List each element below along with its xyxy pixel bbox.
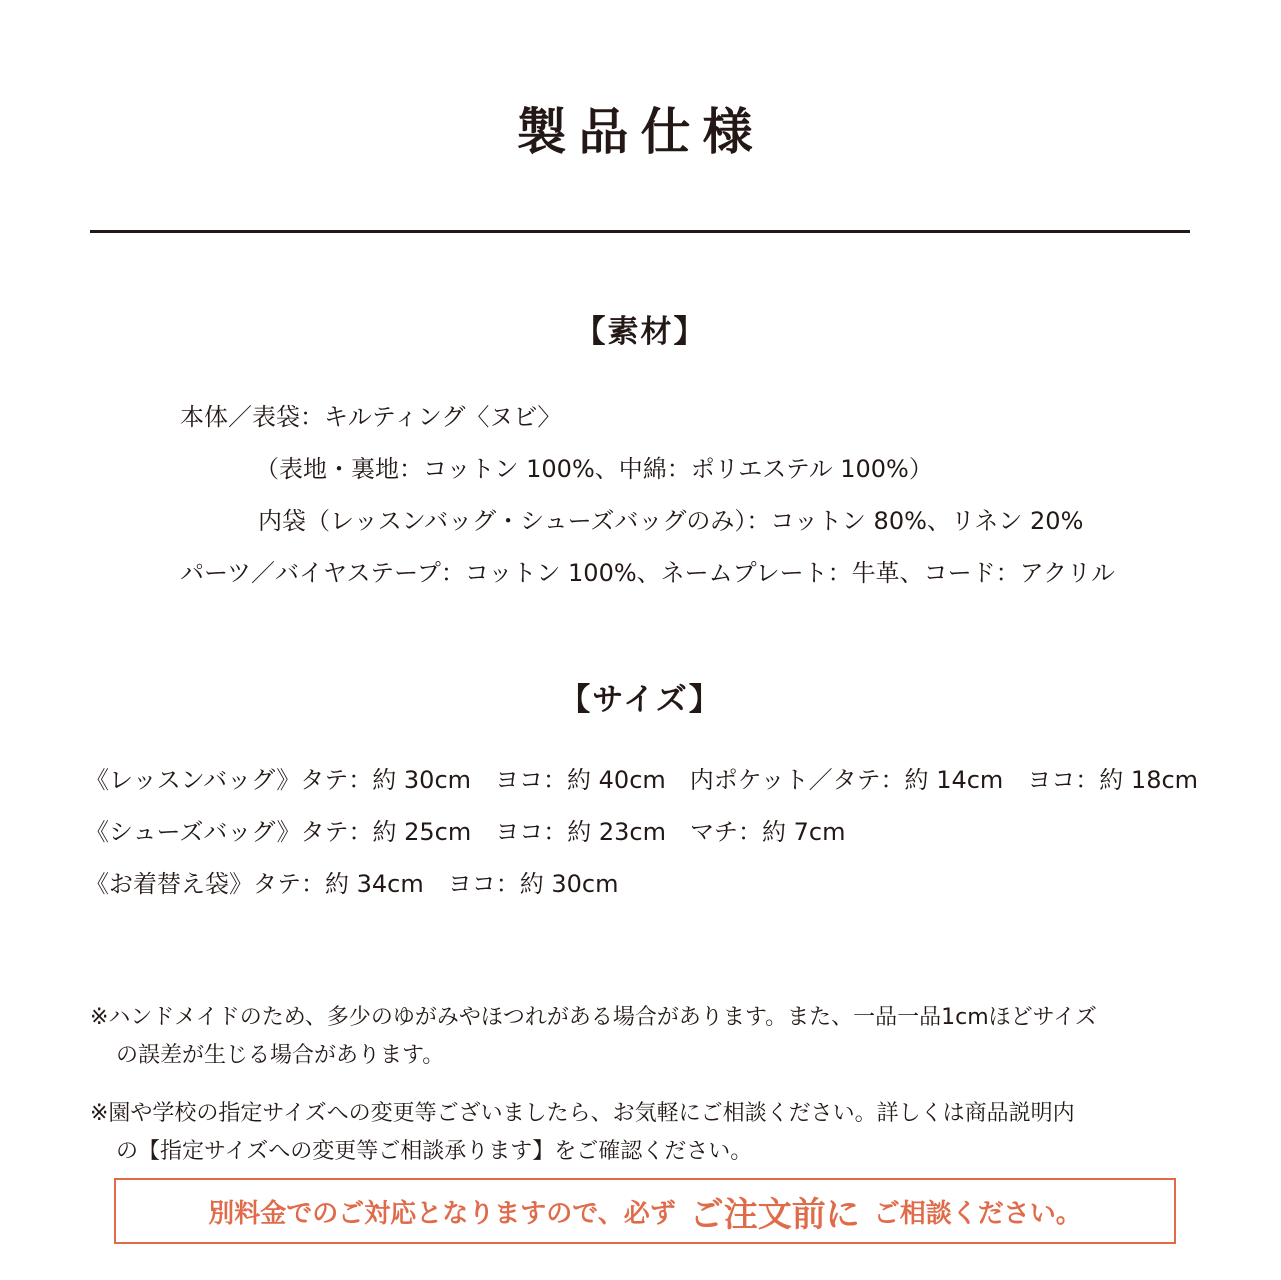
materials-heading: 【素材】 [574, 314, 707, 350]
note-custom-size-line-2: の【指定サイズへの変更等ご相談承ります】をご確認ください。 [116, 1139, 753, 1164]
size-line-changing-bag: 《お着替え袋》タテ：約 34cm ヨコ：約 30cm [85, 870, 619, 898]
note-custom-size [90, 1095, 1190, 1171]
size-heading: 【サイズ】 [559, 682, 722, 718]
note-handmade [90, 999, 1190, 1075]
note-custom-size-line-1: ※園や学校の指定サイズへの変更等ございましたら、お気軽にご相談ください。詳しくは商品説明内 [90, 1101, 1075, 1126]
size-line-shoes-bag: 《シューズバッグ》タテ：約 25cm ヨコ：約 23cm マチ：約 7cm [85, 818, 846, 846]
note-handmade-line-2: の誤差が生じる場合があります。 [116, 1043, 445, 1068]
note-handmade-line-1: ※ハンドメイドのため、多少のゆがみやほつれがある場合があります。また、一品一品1cmほどサイズ [90, 1005, 1097, 1030]
materials-line-body: 本体／表袋：キルティング〈ヌビ〉 [180, 403, 562, 431]
materials-line-parts: パーツ／バイヤステープ：コットン 100%、ネームプレート：牛革、コード：アクリル [180, 559, 1115, 587]
notice-box [114, 1178, 1176, 1244]
materials-line-fabric: （表地・裏地：コットン 100%、中綿：ポリエステル 100%） [255, 455, 933, 483]
notice-text-after: ご相談ください。 [873, 1198, 1082, 1229]
notice-text-before: 別料金でのご対応となりますので、必ず [208, 1198, 676, 1229]
page-title: 製品仕様 [516, 103, 765, 161]
size-line-lesson-bag: 《レッスンバッグ》タテ：約 30cm ヨコ：約 40cm 内ポケット／タテ：約 14cm ヨコ：約 18cm [85, 766, 1199, 794]
materials-line-inner-bag: 内袋（レッスンバッグ・シューズバッグのみ）：コットン 80%、リネン 20% [258, 507, 1084, 535]
title-divider [90, 230, 1190, 233]
notice-emphasis: ご注文前に [689, 1194, 860, 1235]
